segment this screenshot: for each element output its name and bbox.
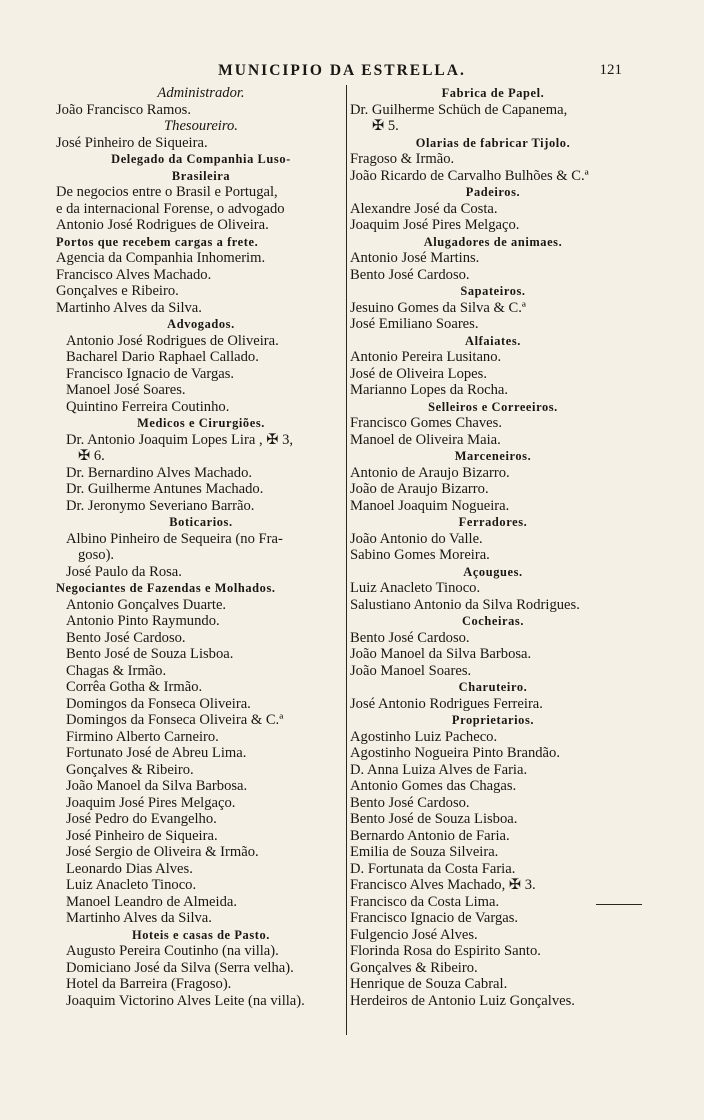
section-heading: Marceneiros. [454,449,532,463]
running-title: MUNICIPIO DA ESTRELLA. [218,62,466,79]
entry-line: Manoel José Soares. [66,382,186,398]
entry-line: Alexandre José da Costa. [350,200,498,217]
entry-line: Henrique de Souza Cabral. [350,976,508,992]
entry-line: Joaquim José Pires Melgaço. [66,794,236,811]
entry-line: e da internacional Forense, o advogado [56,200,285,217]
section-heading: Portos que recebem cargas a frete. [56,234,259,249]
entry-line: Dr. Antonio Joaquim Lopes Lira , ✠ 3, [66,431,294,448]
section-heading: Boticarios. [169,515,233,529]
entry-line: Domingos da Fonseca Oliveira. [66,695,251,712]
entry-line: Bacharel Dario Raphael Callado. [66,349,259,365]
section-heading: Delegado da Companhia Luso- [111,152,291,166]
office-title: Thesoureiro. [164,118,238,134]
entry-line: João Francisco Ramos. [56,101,191,118]
section-heading: Advogados. [167,317,235,331]
entry-line: José de Oliveira Lopes. [350,365,487,382]
entry-line: Manoel Leandro de Almeida. [66,893,238,910]
entry-line: Joaquim Victorino Alves Leite (na villa). [66,992,305,1009]
entry-line: Bento José Cardoso. [350,794,470,811]
entry-line: Dr. Jeronymo Severiano Barrão. [66,497,255,514]
section-heading: Ferradores. [458,515,528,529]
continuation-line: ✠ 6. [78,448,105,464]
entry-line: Bento José Cardoso. [350,266,470,283]
entry-line: Bernardo Antonio de Faria. [350,827,510,844]
entry-line: José Antonio Rodrigues Ferreira. [350,695,543,712]
entry-line: Manoel de Oliveira Maia. [350,431,501,448]
entry-line: Antonio José Martins. [350,250,480,266]
entry-line: Joaquim José Pires Melgaço. [350,217,520,233]
section-heading: Alfaiates. [465,333,521,348]
entry-line: Bento José de Souza Lisboa. [350,811,518,827]
entry-line: Antonio José Rodrigues de Oliveira. [66,332,279,349]
office-title: Administrador. [157,85,245,101]
entry-line: José Pedro do Evangelho. [66,811,217,827]
entry-line: José Paulo da Rosa. [66,563,182,580]
entry-line: Manoel Joaquim Nogueira. [350,497,510,514]
entry-line: Augusto Pereira Coutinho (na villa). [66,943,279,959]
entry-line: Gonçalves & Ribeiro. [350,959,478,976]
entry-line: Martinho Alves da Silva. [56,299,202,316]
entry-line: Jesuino Gomes da Silva & C.ª [350,299,526,316]
entry-line: João Antonio do Valle. [350,530,483,547]
entry-line: Francisco Alves Machado, ✠ 3. [350,877,536,893]
entry-line: Francisco da Costa Lima. [350,893,500,910]
section-heading: Padeiros. [465,185,521,199]
section-heading: Proprietarios. [451,713,535,727]
entry-line: João Ricardo de Carvalho Bulhões & C.ª [350,167,589,184]
margin-rule [596,904,642,905]
entry-line: Sabino Gomes Moreira. [350,547,490,563]
section-heading: Sapateiros. [460,284,526,298]
entry-line: Herdeiros de Antonio Luiz Gonçalves. [350,992,575,1009]
section-heading: Açougues. [463,564,523,579]
entry-line: Antonio Gomes das Chagas. [350,778,517,794]
entry-line: Antonio Pereira Lusitano. [350,349,502,365]
entry-line: Quintino Ferreira Coutinho. [66,398,230,415]
entry-line: João Manoel da Silva Barbosa. [350,646,532,662]
section-heading: Negociantes de Fazendas e Molhados. [56,581,276,595]
entry-line: Fragoso & Irmão. [350,151,455,167]
entry-line: José Sergio de Oliveira & Irmão. [66,844,259,860]
entry-line: Antonio Gonçalves Duarte. [66,596,227,613]
entry-line: D. Anna Luiza Alves de Faria. [350,761,528,778]
section-heading: Brasileira [171,168,231,183]
entry-line: Corrêa Gotha & Irmão. [66,679,203,695]
entry-line: José Emiliano Soares. [350,316,479,332]
entry-line: Gonçalves & Ribeiro. [66,761,194,778]
section-heading: Cocheiras. [461,614,525,628]
entry-line: Dr. Guilherme Schüch de Capanema, [350,101,568,118]
entry-line: Francisco Gomes Chaves. [350,415,502,431]
entry-line: Francisco Ignacio de Vargas. [66,365,235,382]
left-column [56,85,346,1009]
entry-line: D. Fortunata da Costa Faria. [350,860,516,877]
page-number: 121 [599,62,622,78]
section-heading: Fabrica de Papel. [441,86,545,100]
entry-line: Francisco Ignacio de Vargas. [350,910,519,926]
entry-line: Antonio Pinto Raymundo. [66,613,220,629]
entry-line: Emilia de Souza Silveira. [350,844,499,860]
entry-line: De negocios entre o Brasil e Portugal, [56,184,278,200]
continuation-line: goso). [78,547,115,563]
entry-line: Agencia da Companhia Inhomerim. [56,250,266,266]
entry-line: Hotel da Barreira (Fragoso). [66,976,232,992]
section-heading: Selleiros e Correeiros. [428,399,558,414]
entry-line: José Pinheiro de Siqueira. [66,827,218,844]
section-heading: Olarias de fabricar Tijolo. [415,135,571,150]
entry-line: João Manoel Soares. [350,662,472,679]
continuation-line: ✠ 5. [372,118,399,134]
entry-line: Martinho Alves da Silva. [66,910,212,926]
entry-line: Albino Pinheiro de Sequeira (no Fra- [66,530,283,547]
entry-line: Antonio José Rodrigues de Oliveira. [56,217,269,233]
section-heading: Medicos e Cirurgiões. [137,416,265,430]
entry-line: Bento José Cardoso. [350,629,470,646]
entry-line: Marianno Lopes da Rocha. [350,382,509,398]
entry-line: Dr. Bernardino Alves Machado. [66,464,253,481]
entry-line: Fortunato José de Abreu Lima. [66,745,247,761]
entry-line: Luiz Anacleto Tinoco. [350,580,481,596]
section-heading: Charuteiro. [458,680,528,694]
entry-line: Dr. Guilherme Antunes Machado. [66,481,264,497]
entry-line: José Pinheiro de Siqueira. [56,134,208,151]
entry-line: Salustiano Antonio da Silva Rodrigues. [350,596,580,613]
entry-line: Francisco Alves Machado. [56,266,212,283]
right-column [346,85,636,1035]
section-heading: Hoteis e casas de Pasto. [132,927,270,942]
entry-line: Bento José Cardoso. [66,629,186,646]
entry-line: Florinda Rosa do Espirito Santo. [350,943,541,959]
entry-line: Luiz Anacleto Tinoco. [66,877,197,893]
entry-line: Fulgencio José Alves. [350,926,478,943]
entry-line: Domingos da Fonseca Oliveira & C.ª [66,712,284,728]
entry-line: Firmino Alberto Carneiro. [66,728,219,745]
entry-line: Domiciano José da Silva (Serra velha). [66,959,294,976]
entry-line: Bento José de Souza Lisboa. [66,646,234,662]
entry-line: Gonçalves e Ribeiro. [56,283,179,299]
entry-line: Agostinho Nogueira Pinto Brandão. [350,745,560,761]
entry-line: João Manoel da Silva Barbosa. [66,778,248,794]
entry-line: Agostinho Luiz Pacheco. [350,728,498,745]
entry-line: Antonio de Araujo Bizarro. [350,464,510,481]
entry-line: Chagas & Irmão. [66,662,167,679]
entry-line: Leonardo Dias Alves. [66,860,193,877]
page-header [62,62,622,84]
entry-line: João de Araujo Bizarro. [350,481,489,497]
section-heading: Alugadores de animaes. [423,234,563,249]
